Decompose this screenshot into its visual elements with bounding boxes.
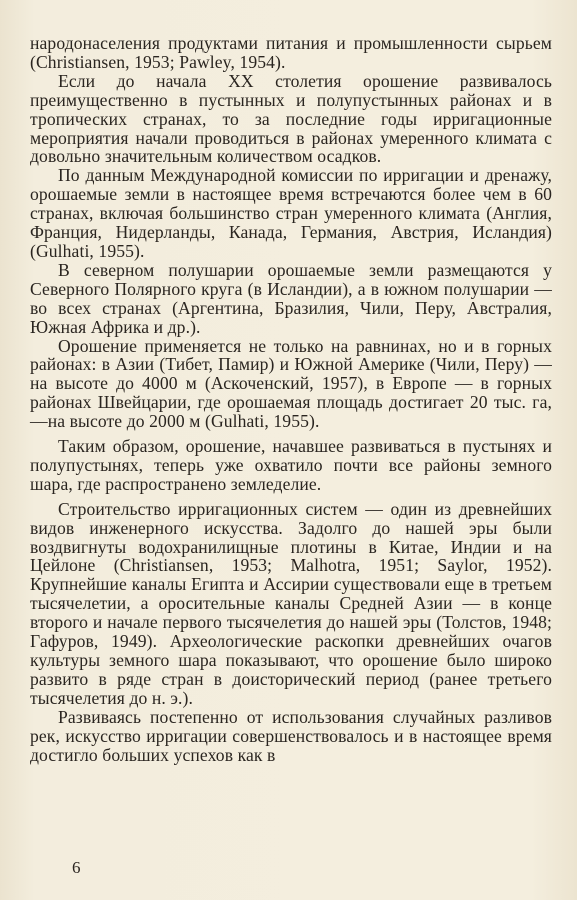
paragraph-6: Таким образом, орошение, начавшее развиваться в пустынях и полупустынях, теперь уже охватило почти все районы земного шара, где распространено земледелие. — [30, 436, 552, 494]
paragraph-5: Орошение применяется не только на равнинах, но и в горных районах: в Азии (Тибет, Памир) и Южной Америке (Чили, Перу) — на высоте до 4000 м (Аскоченский, 1957), в Европе — в горных районах Швейцарии, где орошаемая площадь достигает 20 тыс. га,—на высоте до 2000 м (Gulhati, 1955). — [30, 335, 552, 432]
page-number: 6 — [72, 858, 81, 877]
paragraph-3: По данным Международной комиссии по ирригации и дренажу, орошаемые земли в настоящее время встречаются более чем в 60 странах, включая большинство стран умеренного климата (Англия, Франция, Нидерланды, Канада, Германия, Австрия, Исландия) (Gulhati, 1955). — [30, 165, 552, 261]
body-text — [30, 34, 552, 764]
paragraph-7: Строительство ирригационных систем — один из древнейших видов инженерного искусства. Задолго до нашей эры были воздвигнуты водохранилищные плотины в Китае, Индии и на Цейлоне (Christiansen, 1953; Malhotra, 1951; Saylor, 1952). Крупнейшие каналы Египта и Ассирии существовали еще в третьем тысячелетии, а оросительные каналы Средней Азии — в конце второго и начале первого тысячелетия до нашей эры (Толстов, 1948; Гафуров, 1949). Археологические раскопки древнейших очагов культуры земного шара показывают, что орошение было широко развито в ряде стран в доисторический период (ранее третьего тысячелетия до н. э.). — [30, 498, 552, 708]
paragraph-4: В северном полушарии орошаемые земли размещаются у Северного Полярного круга (в Исландии), а в южном полушарии — во всех странах (Аргентина, Бразилия, Чили, Перу, Австралия, Южная Африка и др.). — [30, 259, 552, 337]
paragraph-2: Если до начала XX столетия орошение развивалось преимущественно в пустынных и полупустынных районах и в тропических странах, то за последние годы ирригационные мероприятия начали проводиться в районах умеренного климата с довольно значительным количеством осадков. — [30, 70, 552, 167]
paragraph-1: народонаселения продуктами питания и промышленности сырьем (Christiansen, 1953; Pawley, 1954). — [30, 33, 552, 72]
paragraph-8: Развиваясь постепенно от использования случайных разливов рек, искусство ирригации совершенствовалось и в настоящее время достигло больших успехов как в — [30, 706, 552, 765]
